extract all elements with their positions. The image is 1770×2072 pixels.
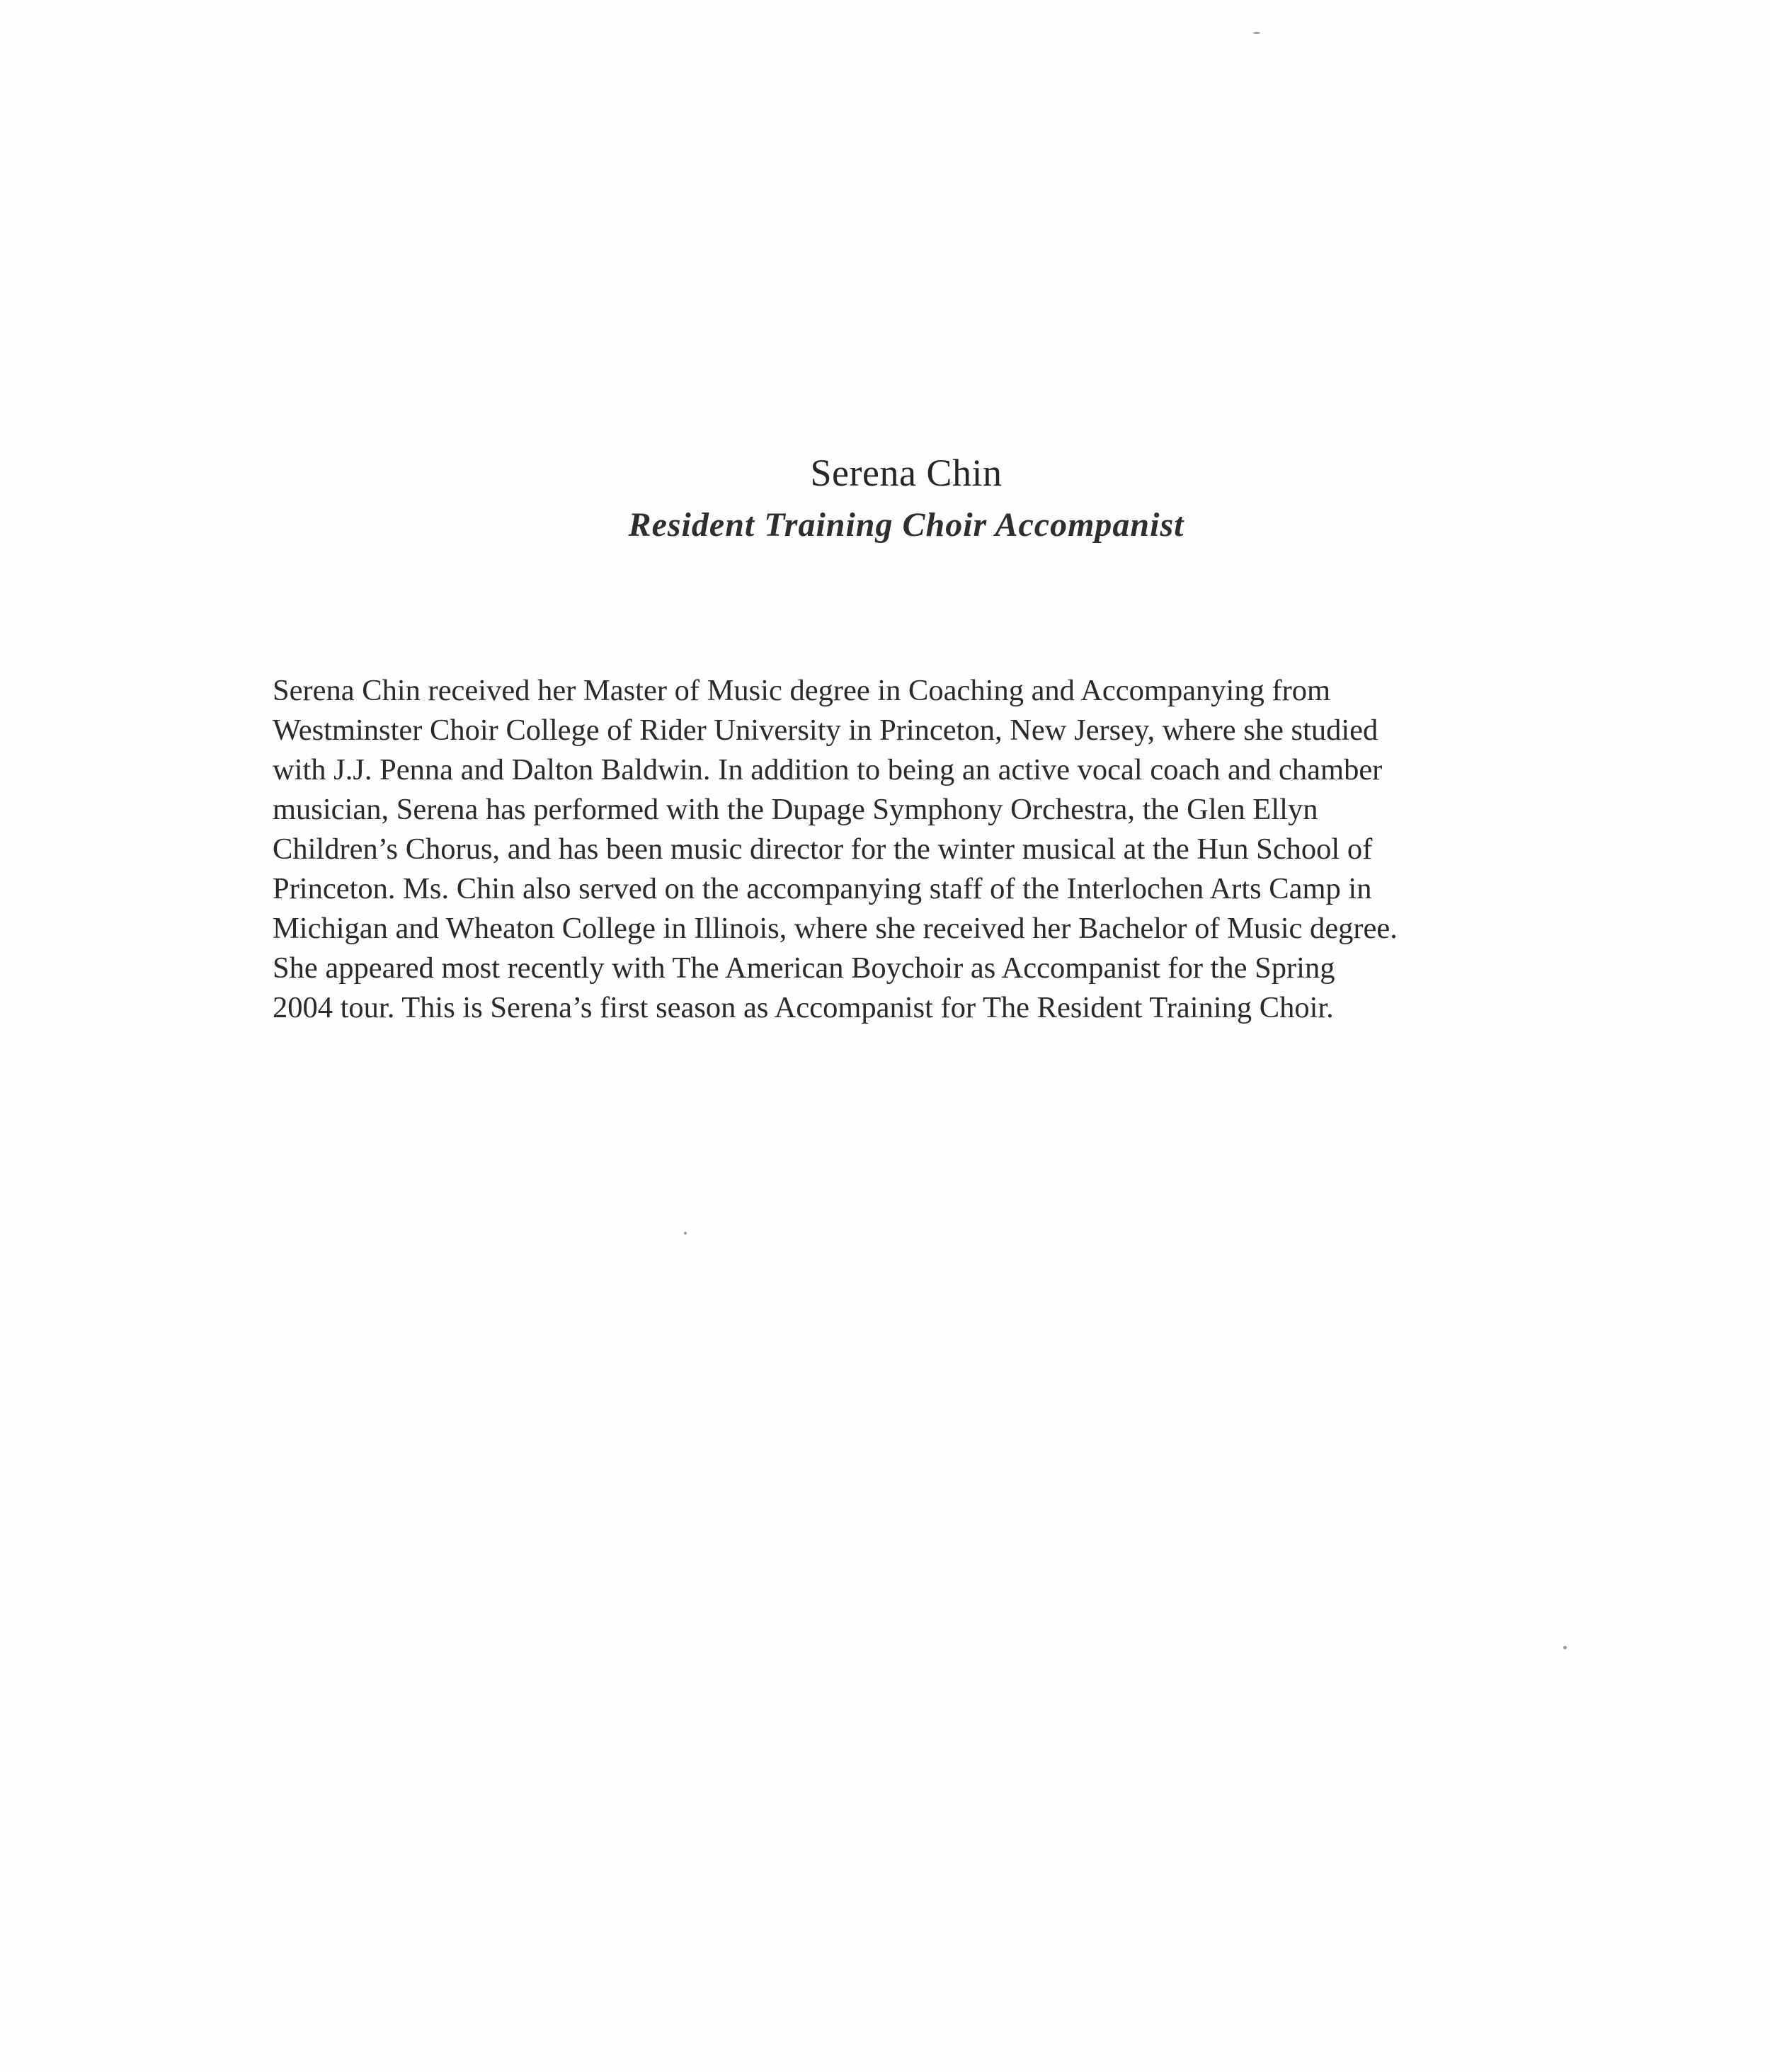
- bio-line: musician, Serena has performed with the Dupage Symphony Orchestra, the Glen Ellyn: [273, 793, 1318, 826]
- bio-line: Children’s Chorus, and has been music director for the winter musical at the Hun School of: [273, 832, 1373, 866]
- bio-line: Michigan and Wheaton College in Illinois, where she received her Bachelor of Music degree.: [273, 912, 1398, 945]
- bio-line: She appeared most recently with The American Boychoir as Accompanist for the Spring: [273, 951, 1335, 985]
- bio-line: 2004 tour. This is Serena’s first season as Accompanist for The Resident Training Choir.: [273, 991, 1334, 1024]
- biography-paragraph: [273, 671, 1568, 1028]
- bio-line: Princeton. Ms. Chin also served on the accompanying staff of the Interlochen Arts Camp in: [273, 872, 1372, 905]
- scan-speck: [684, 1232, 687, 1235]
- bio-line: Serena Chin received her Master of Music degree in Coaching and Accompanying from: [273, 674, 1331, 707]
- role-title: Resident Training Choir Accompanist: [628, 506, 1184, 544]
- person-name: Serena Chin: [810, 452, 1003, 494]
- bio-line: Westminster Choir College of Rider University in Princeton, New Jersey, where she studied: [273, 714, 1378, 747]
- scan-speck: [1253, 32, 1260, 34]
- scan-speck: [1563, 1646, 1567, 1649]
- bio-line: with J.J. Penna and Dalton Baldwin. In addition to being an active vocal coach and chamber: [273, 753, 1383, 786]
